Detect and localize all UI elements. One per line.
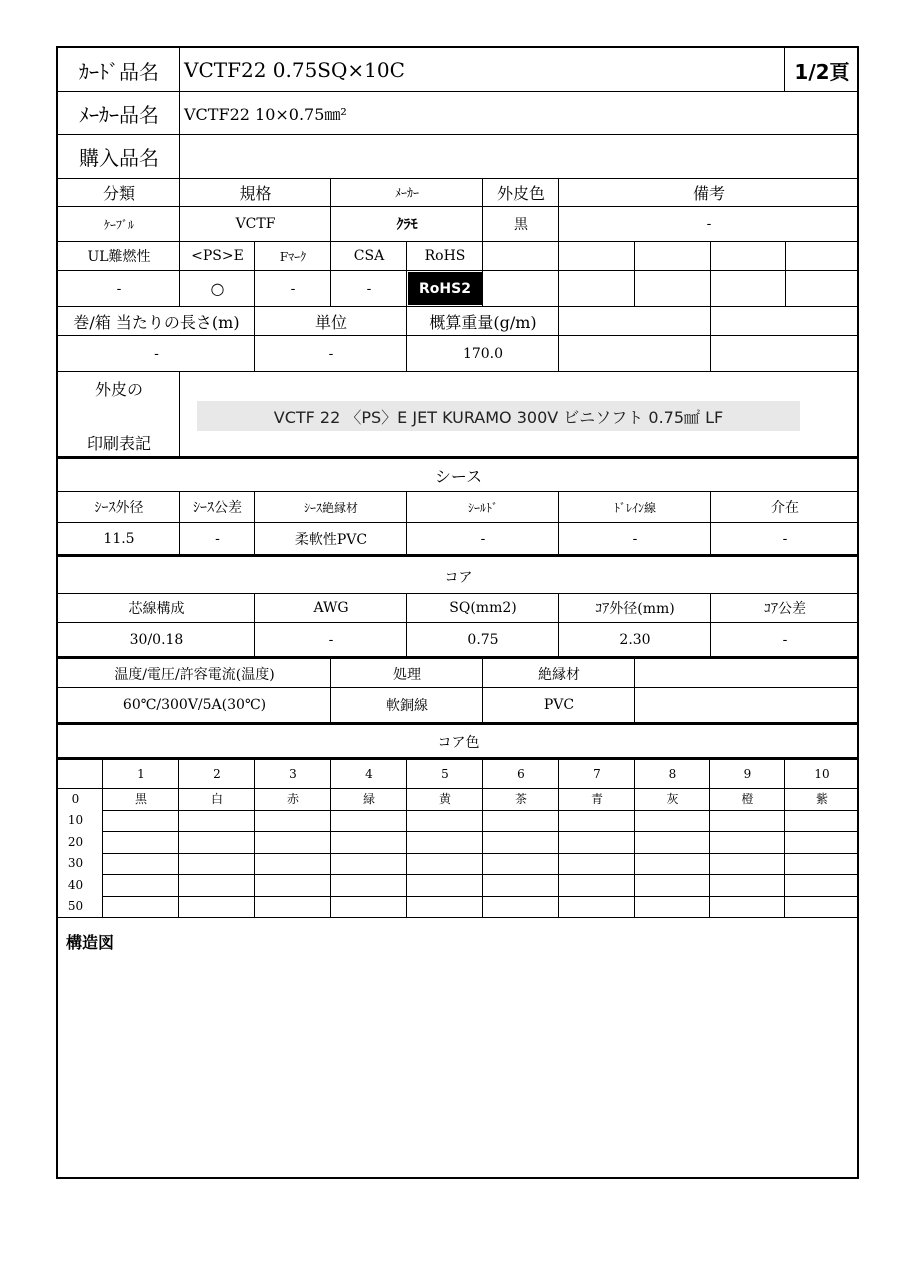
core-color-row-label: 20 (67, 834, 84, 849)
core-color-cell: 紫 (815, 792, 828, 807)
cert-value-ul: - (116, 280, 122, 297)
cert-header-fmark: Fﾏｰｸ (279, 249, 307, 264)
core-color-cell: 緑 (362, 792, 375, 807)
core-color-cell: 青 (590, 792, 603, 807)
core2-value-treatment: 軟銅線 (386, 698, 428, 714)
sheath-value-od: 11.5 (103, 530, 135, 547)
purchase-name-value (180, 135, 859, 178)
core-value-tol: - (782, 632, 788, 648)
class-header-standard: 規格 (239, 184, 272, 203)
core-color-cell: 灰 (666, 792, 679, 807)
class-header-maker: ﾒｰｶｰ (394, 186, 419, 200)
core-color-col-5: 5 (441, 767, 449, 781)
sheath-header-filler: 介在 (771, 500, 799, 516)
core-header-od: ｺｱ外径(mm) (595, 601, 675, 617)
sheath-value-drain: - (632, 530, 638, 547)
core-color-col-7: 7 (593, 767, 601, 781)
class-value-maker: ｸﾗﾓ (396, 217, 418, 233)
core2-header-treatment: 処理 (393, 666, 421, 683)
core-color-col-1: 1 (137, 767, 145, 781)
core-color-col-8: 8 (668, 767, 677, 781)
core-color-col-2: 2 (213, 767, 221, 781)
core-color-row-label: 10 (67, 813, 84, 828)
printing-label-bottom: 印刷表記 (86, 433, 151, 453)
sheath-header-tol: ｼｰｽ公差 (193, 500, 242, 516)
core-header-sq: SQ(mm2) (449, 600, 517, 616)
core2-header-insulation: 絶縁材 (538, 666, 580, 683)
core-color-col-3: 3 (289, 767, 297, 781)
cert-header-rohs: RoHS (424, 248, 466, 264)
core-color-cell: 黒 (134, 792, 147, 807)
sheath-title: シース (434, 466, 483, 486)
weight-value: 170.0 (462, 345, 504, 362)
unit-value: - (328, 345, 334, 362)
core-color-col-9: 9 (743, 767, 752, 781)
cert-value-rohs-badge: RoHS2 (408, 272, 482, 305)
class-header-category: 分類 (102, 184, 135, 203)
core-color-cell: 茶 (514, 792, 527, 807)
cert-value-pse: ○ (210, 279, 225, 298)
class-value-standard: VCTF (235, 216, 276, 232)
cert-value-csa: - (366, 280, 372, 297)
core-value-sq: 0.75 (467, 632, 499, 648)
sheath-value-material: 柔軟性PVC (294, 531, 368, 548)
sheath-value-shield: - (480, 530, 486, 547)
card-name-value: VCTF22 0.75SQ×10C (184, 58, 405, 82)
sheath-header-material: ｼｰｽ絶縁材 (303, 500, 358, 515)
core-header-tol: ｺｱ公差 (764, 601, 806, 617)
core-value-od: 2.30 (619, 632, 651, 648)
class-value-category: ｹｰﾌﾞﾙ (103, 217, 134, 232)
cert-header-csa: CSA (353, 248, 385, 264)
length-value: - (154, 345, 159, 362)
core2-header-rating: 温度/電圧/許容電流(温度) (114, 666, 275, 683)
sheath-header-drain: ﾄﾞﾚｲﾝ線 (613, 500, 656, 515)
core2-value-insulation: PVC (543, 697, 575, 713)
class-value-color: 黒 (514, 217, 528, 233)
class-header-color: 外皮色 (496, 184, 545, 203)
core-color-cell: 白 (210, 792, 223, 807)
class-header-remarks: 備考 (692, 184, 725, 203)
weight-header: 概算重量(g/m) (429, 312, 537, 332)
structure-title: 構造図 (66, 932, 115, 952)
core-color-cell: 赤 (286, 792, 299, 807)
core-color-col-4: 4 (365, 767, 373, 781)
sheath-value-tol: - (215, 530, 220, 547)
cert-value-fmark: - (290, 280, 296, 297)
core-color-title: コア色 (437, 735, 480, 751)
core-value-awg: - (328, 632, 334, 648)
printing-text: VCTF 22 〈PS〉E JET KURAMO 300V ビニソフト 0.75㎟ LF (197, 401, 800, 431)
core-color-row-label: 0 (71, 791, 80, 806)
core-color-row-label: 30 (67, 856, 84, 871)
maker-name-label: ﾒｰｶｰ品名 (79, 103, 159, 127)
core-header-awg: AWG (313, 600, 349, 616)
core-color-cell: 黄 (438, 792, 451, 807)
core2-value-rating: 60℃/300V/5A(30℃) (122, 697, 267, 713)
sheath-header-shield: ｼｰﾙﾄﾞ (467, 500, 498, 515)
core-header-strand: 芯線構成 (128, 601, 185, 617)
spec-sheet (56, 46, 859, 1179)
purchase-name-label: 購入品名 (79, 146, 159, 170)
core-color-col-6: 6 (517, 767, 525, 781)
card-name-label: ｶｰﾄﾞ品名 (79, 59, 159, 84)
printing-label-top: 外皮の (94, 379, 143, 399)
sheath-value-filler: - (782, 530, 788, 547)
core-color-row-label: 50 (67, 899, 84, 914)
length-header: 巻/箱 当たりの長さ(m) (73, 312, 240, 332)
unit-header: 単位 (314, 312, 347, 332)
core-color-col-10: 10 (814, 767, 830, 781)
core-title: コア (444, 570, 473, 586)
page-number: 1/2頁 (794, 59, 850, 84)
core-color-cell: 橙 (741, 792, 754, 807)
maker-name-value: VCTF22 10×0.75㎜² (184, 105, 347, 124)
cert-header-ul: UL難燃性 (87, 249, 151, 265)
core-value-strand: 30/0.18 (129, 632, 184, 648)
sheath-header-od: ｼｰｽ外径 (94, 500, 144, 516)
class-value-remarks: - (706, 216, 712, 232)
cert-header-pse: <PS>E (191, 248, 244, 264)
core-color-row-label: 40 (67, 877, 84, 892)
